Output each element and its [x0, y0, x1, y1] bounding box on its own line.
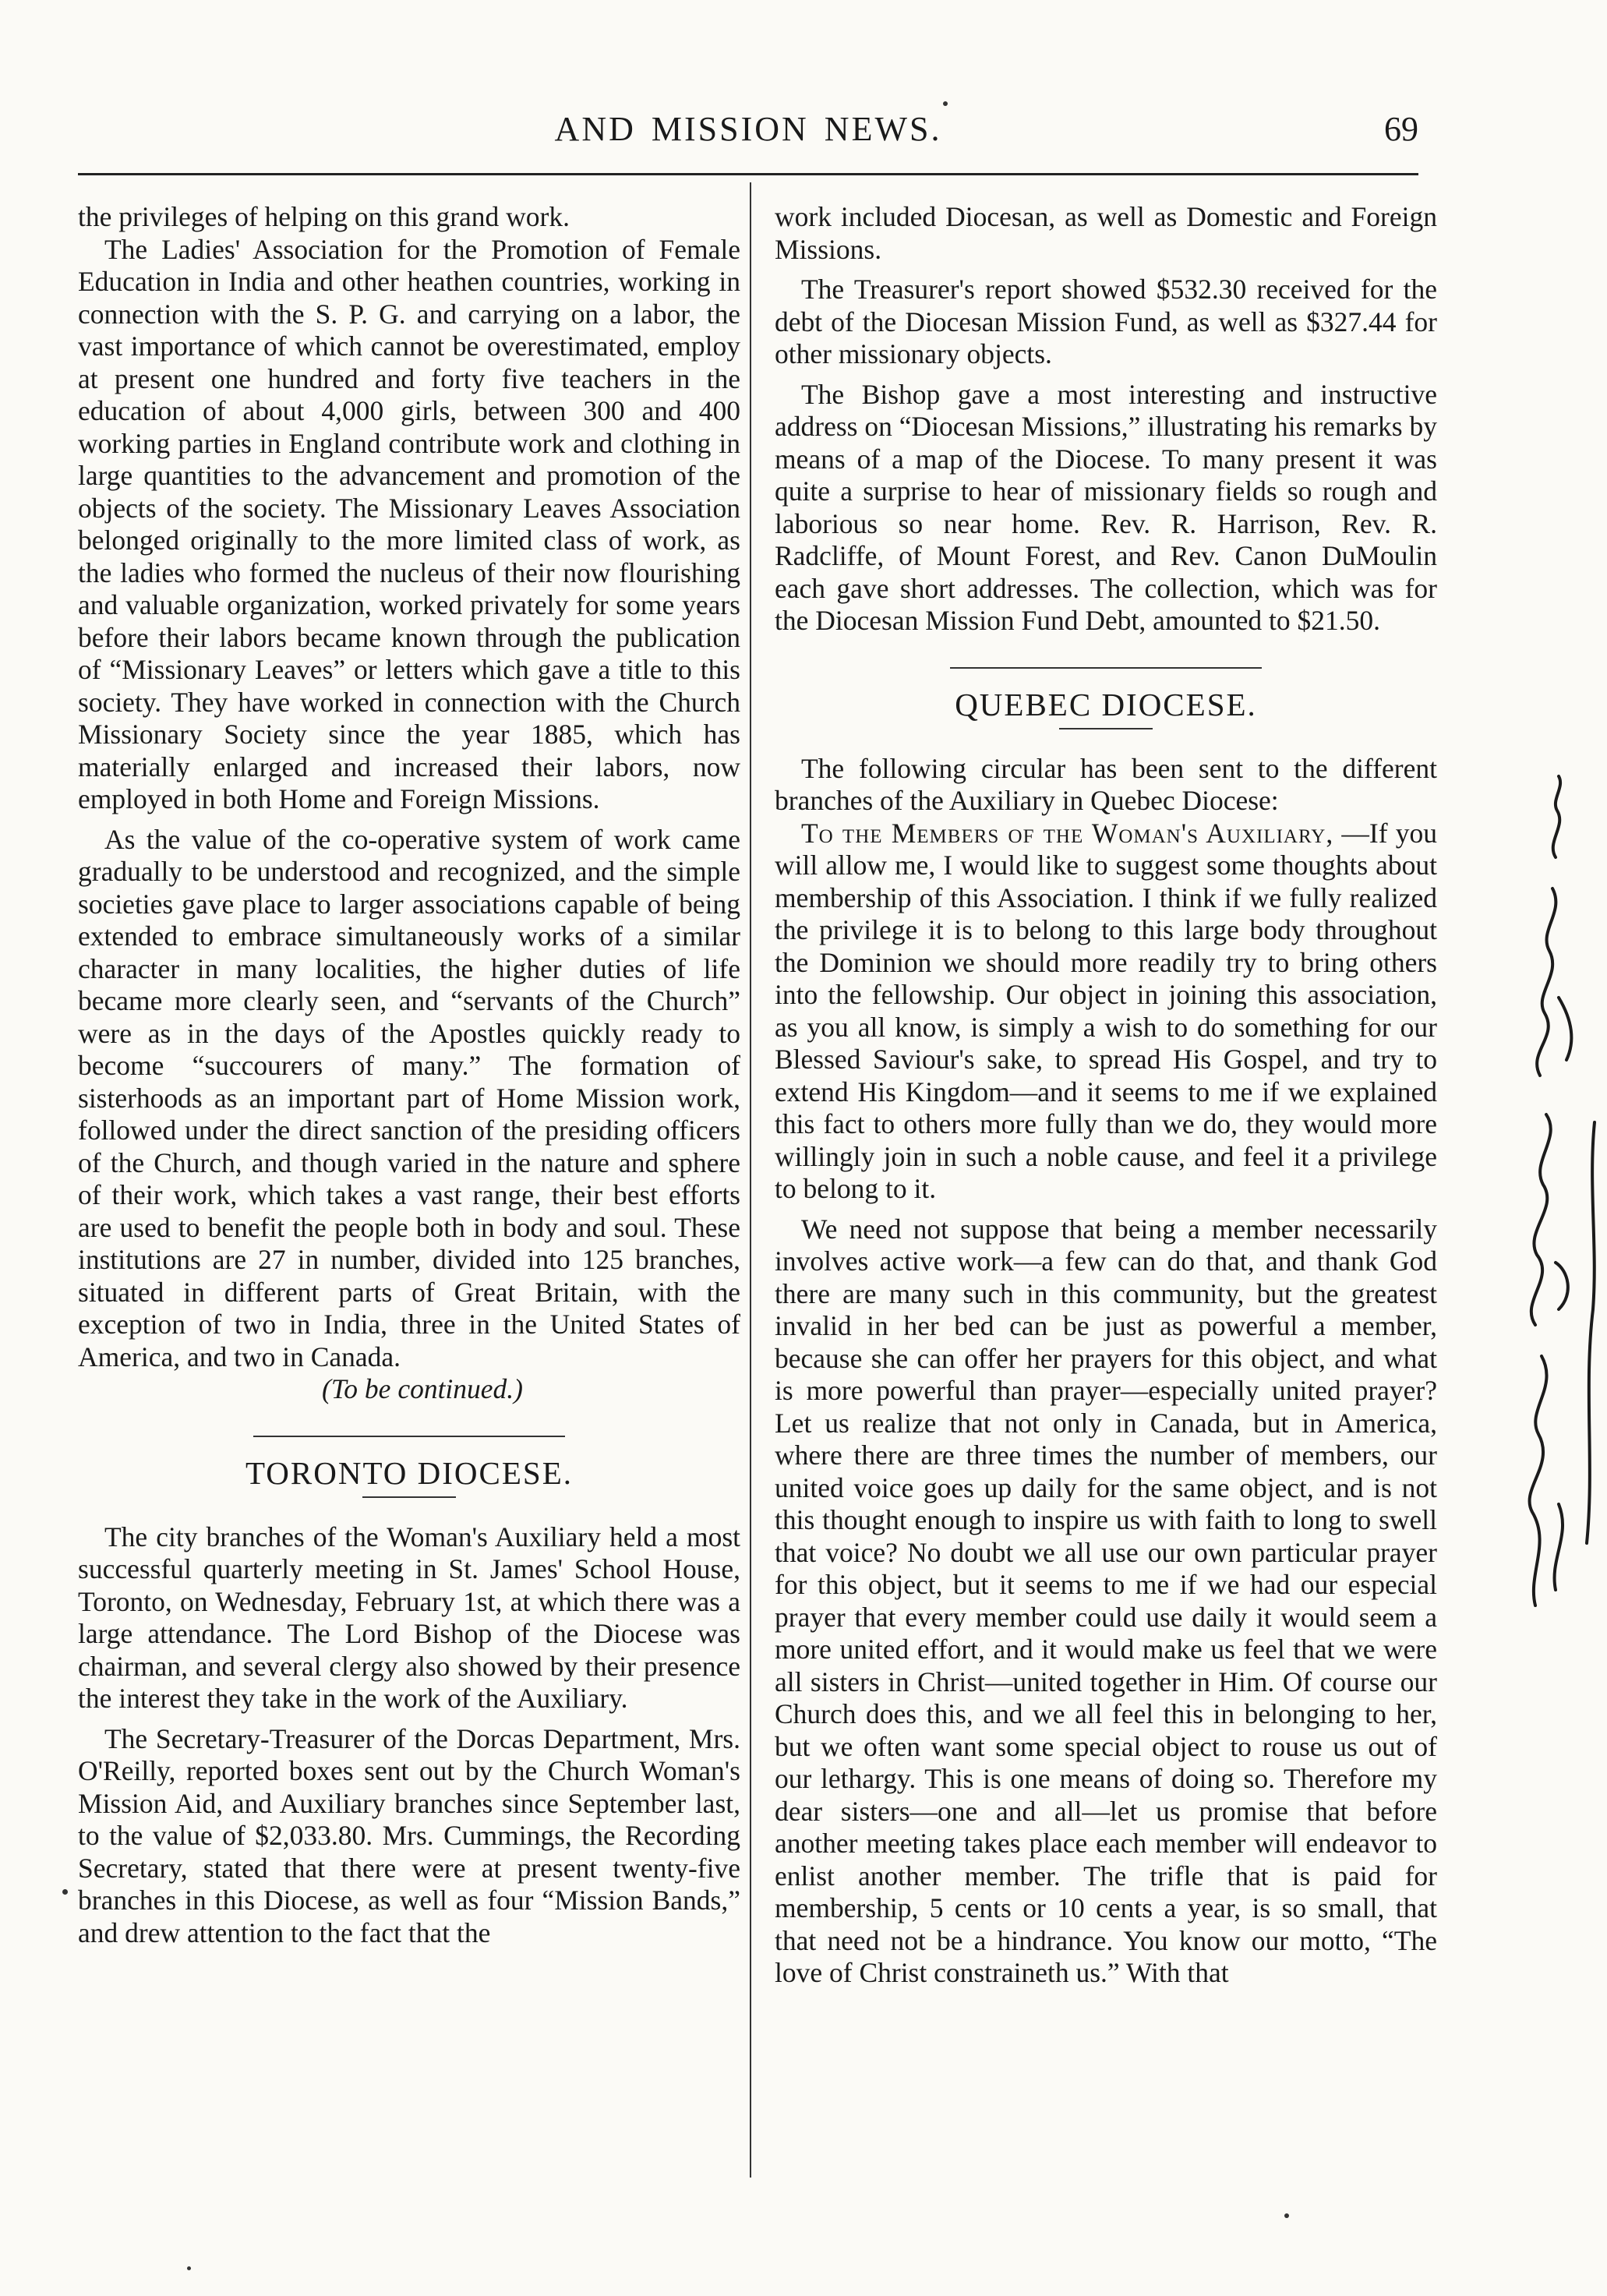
paragraph: The Treasurer's report showed $532.30 received for the debt of the Diocesan Mission Fund, as well as $327.44 for other missionary objects.: [775, 274, 1437, 369]
section-divider: [950, 667, 1262, 669]
section-title-quebec: QUEBEC DIOCESE.: [955, 686, 1257, 722]
left-column: [78, 201, 740, 1949]
letter-text: —If you will allow me, I would like to suggest some thoughts about membership of this Association. I think if we fully realized the privilege it is to belong to this large body throughout the Dominion we should more readily try to bring others into the fellowship. Our object in joining this association, as you all know, is simply a wish to do something for our Blessed Saviour's sake, to spread His Gospel, and try to extend His Kingdom—and it seems to me if we explained this fact to others more fully than we do, they would more willingly join in such a noble cause, and feel it a privilege to belong to it.: [775, 817, 1437, 1204]
paragraph: The Bishop gave a most interesting and instructive address on “Diocesan Missions,” illustrating his remarks by means of a map of the Diocese. To many present it was quite a surprise to hear of missionary fields so rough and laborious so near home. Rev. R. Harrison, Rev. R. Radcliffe, of Mount Forest, and Rev. Canon DuMoulin each gave short addresses. The collection, which was for the Diocesan Mission Fund Debt, amounted to $21.50.: [775, 378, 1437, 636]
paragraph: We need not suppose that being a member necessarily involves active work—a few can do that, and thank God there are many such in this community, but the greatest invalid in her bed can be just as powerful a member, because she can offer her prayers for this object, and what is more powerful than prayer—especially united prayer? Let us realize that not only in Canada, but in America, where there are three times the number of members, our united voice goes up daily for the same object, and is not this thought enough to inspire us with faith to long to swell that voice? No doubt we all use our own particular prayer for this object, but it seems to me if we had our especial prayer that every member could use daily it would seem a more united effort, and it would make us feel that we were all sisters in Christ—united together in Him. Of course our Church does this, and we all feel this in belonging to her, but we often want some special object to rouse us out of our lethargy. This is one means of doing so. Therefore my dear sisters—one and all—let us promise that before another meeting takes place each member will endeavor to enlist another member. The trifle that is paid for membership, 5 cents or 10 cents a year, is so small, that that need not be a hindrance. You know our motto, “The love of Christ constraineth us.” With that: [775, 1213, 1437, 1988]
right-column: [775, 201, 1437, 1990]
page-number: 69: [1384, 110, 1418, 148]
salutation: To the Members of the Woman's Auxiliary,: [801, 817, 1334, 849]
column-divider: [750, 182, 751, 2178]
section-title-toronto: TORONTO DIOCESE.: [245, 1454, 573, 1491]
paragraph: The Secretary-Treasurer of the Dorcas Department, Mrs. O'Reilly, reported boxes sent out by the Church Woman's Mission Aid, and Auxiliary branches since September last, to the value of $2,033.80. Mrs. Cummings, the Recording Secretary, stated that there were at present twenty-five branches in this Diocese, as well as four “Mission Bands,” and drew attention to the fact that the: [78, 1722, 740, 1948]
letter-paragraph: [775, 818, 1437, 1206]
section-divider: [253, 1436, 565, 1437]
paragraph: As the value of the co-operative system of work came gradually to be understood and recognized, and the simple societies gave place to larger associations capable of being extended to embrace simultaneously works of a similar character in many localities, the higher duties of life became more clearly seen, and “servants of the Church” were as in the days of the Apostles quickly ready to become “succourers of many.” The formation of sisterhoods as an important part of Home Mission work, followed under the direct sanction of the presiding officers of the Church, and though varied in the nature and sphere of their work, which takes a vast range, their best efforts are used to benefit the people both in body and soul. These institutions are 27 in number, divided into 125 branches, situated in different parts of Great Britain, with the exception of two in India, three in the United States of America, and two in Canada.: [78, 823, 740, 1372]
paragraph: work included Diocesan, as well as Domestic and Foreign Missions.: [775, 201, 1437, 265]
running-head: [78, 109, 1418, 156]
scan-speck: [62, 1889, 68, 1895]
title-underline: [1059, 728, 1153, 729]
paragraph: The following circular has been sent to the different branches of the Auxiliary in Quebec Diocese:: [775, 752, 1437, 816]
running-title: AND MISSION NEWS.: [554, 110, 942, 148]
paragraph: The city branches of the Woman's Auxiliary held a most successful quarterly meeting in St. James' School House, Toronto, on Wednesday, February 1st, at which there was a large attendance. The Lord Bishop of the Diocese was chairman, and several clergy also showed by their presence the interest they take in the work of the Auxiliary.: [78, 1521, 740, 1714]
continued-note: (To be continued.): [322, 1373, 523, 1404]
header-rule: [78, 173, 1418, 175]
handwritten-margin-note: [1481, 764, 1605, 1637]
title-underline: [362, 1496, 456, 1498]
scan-speck: [943, 101, 948, 106]
paragraph: The Ladies' Association for the Promotion of Female Education in India and other heathen countries, working in connection with the S. P. G. and carrying on a labor, the vast importance of which cannot be overestimated, employ at present one hundred and forty five teachers in the education of about 4,000 girls, between 300 and 400 working parties in England contribute work and clothing in large quantities to the advancement and promotion of the objects of the society. The Missionary Leaves Association belonged originally to the more limited class of work, as the ladies who formed the nucleus of their now flourishing and valuable organization, worked privately for some years before their labors became known through the publication of “Missionary Leaves” or letters which gave a title to this society. They have worked in connection with the Church Missionary Society since the year 1885, which has materially enlarged and increased their labors, now employed in both Home and Foreign Missions.: [78, 233, 740, 814]
scan-speck: [187, 2266, 191, 2270]
scan-speck: [1284, 2213, 1289, 2218]
paragraph: the privileges of helping on this grand work.: [78, 201, 570, 232]
handwriting-scribble-icon: [1481, 764, 1605, 1637]
